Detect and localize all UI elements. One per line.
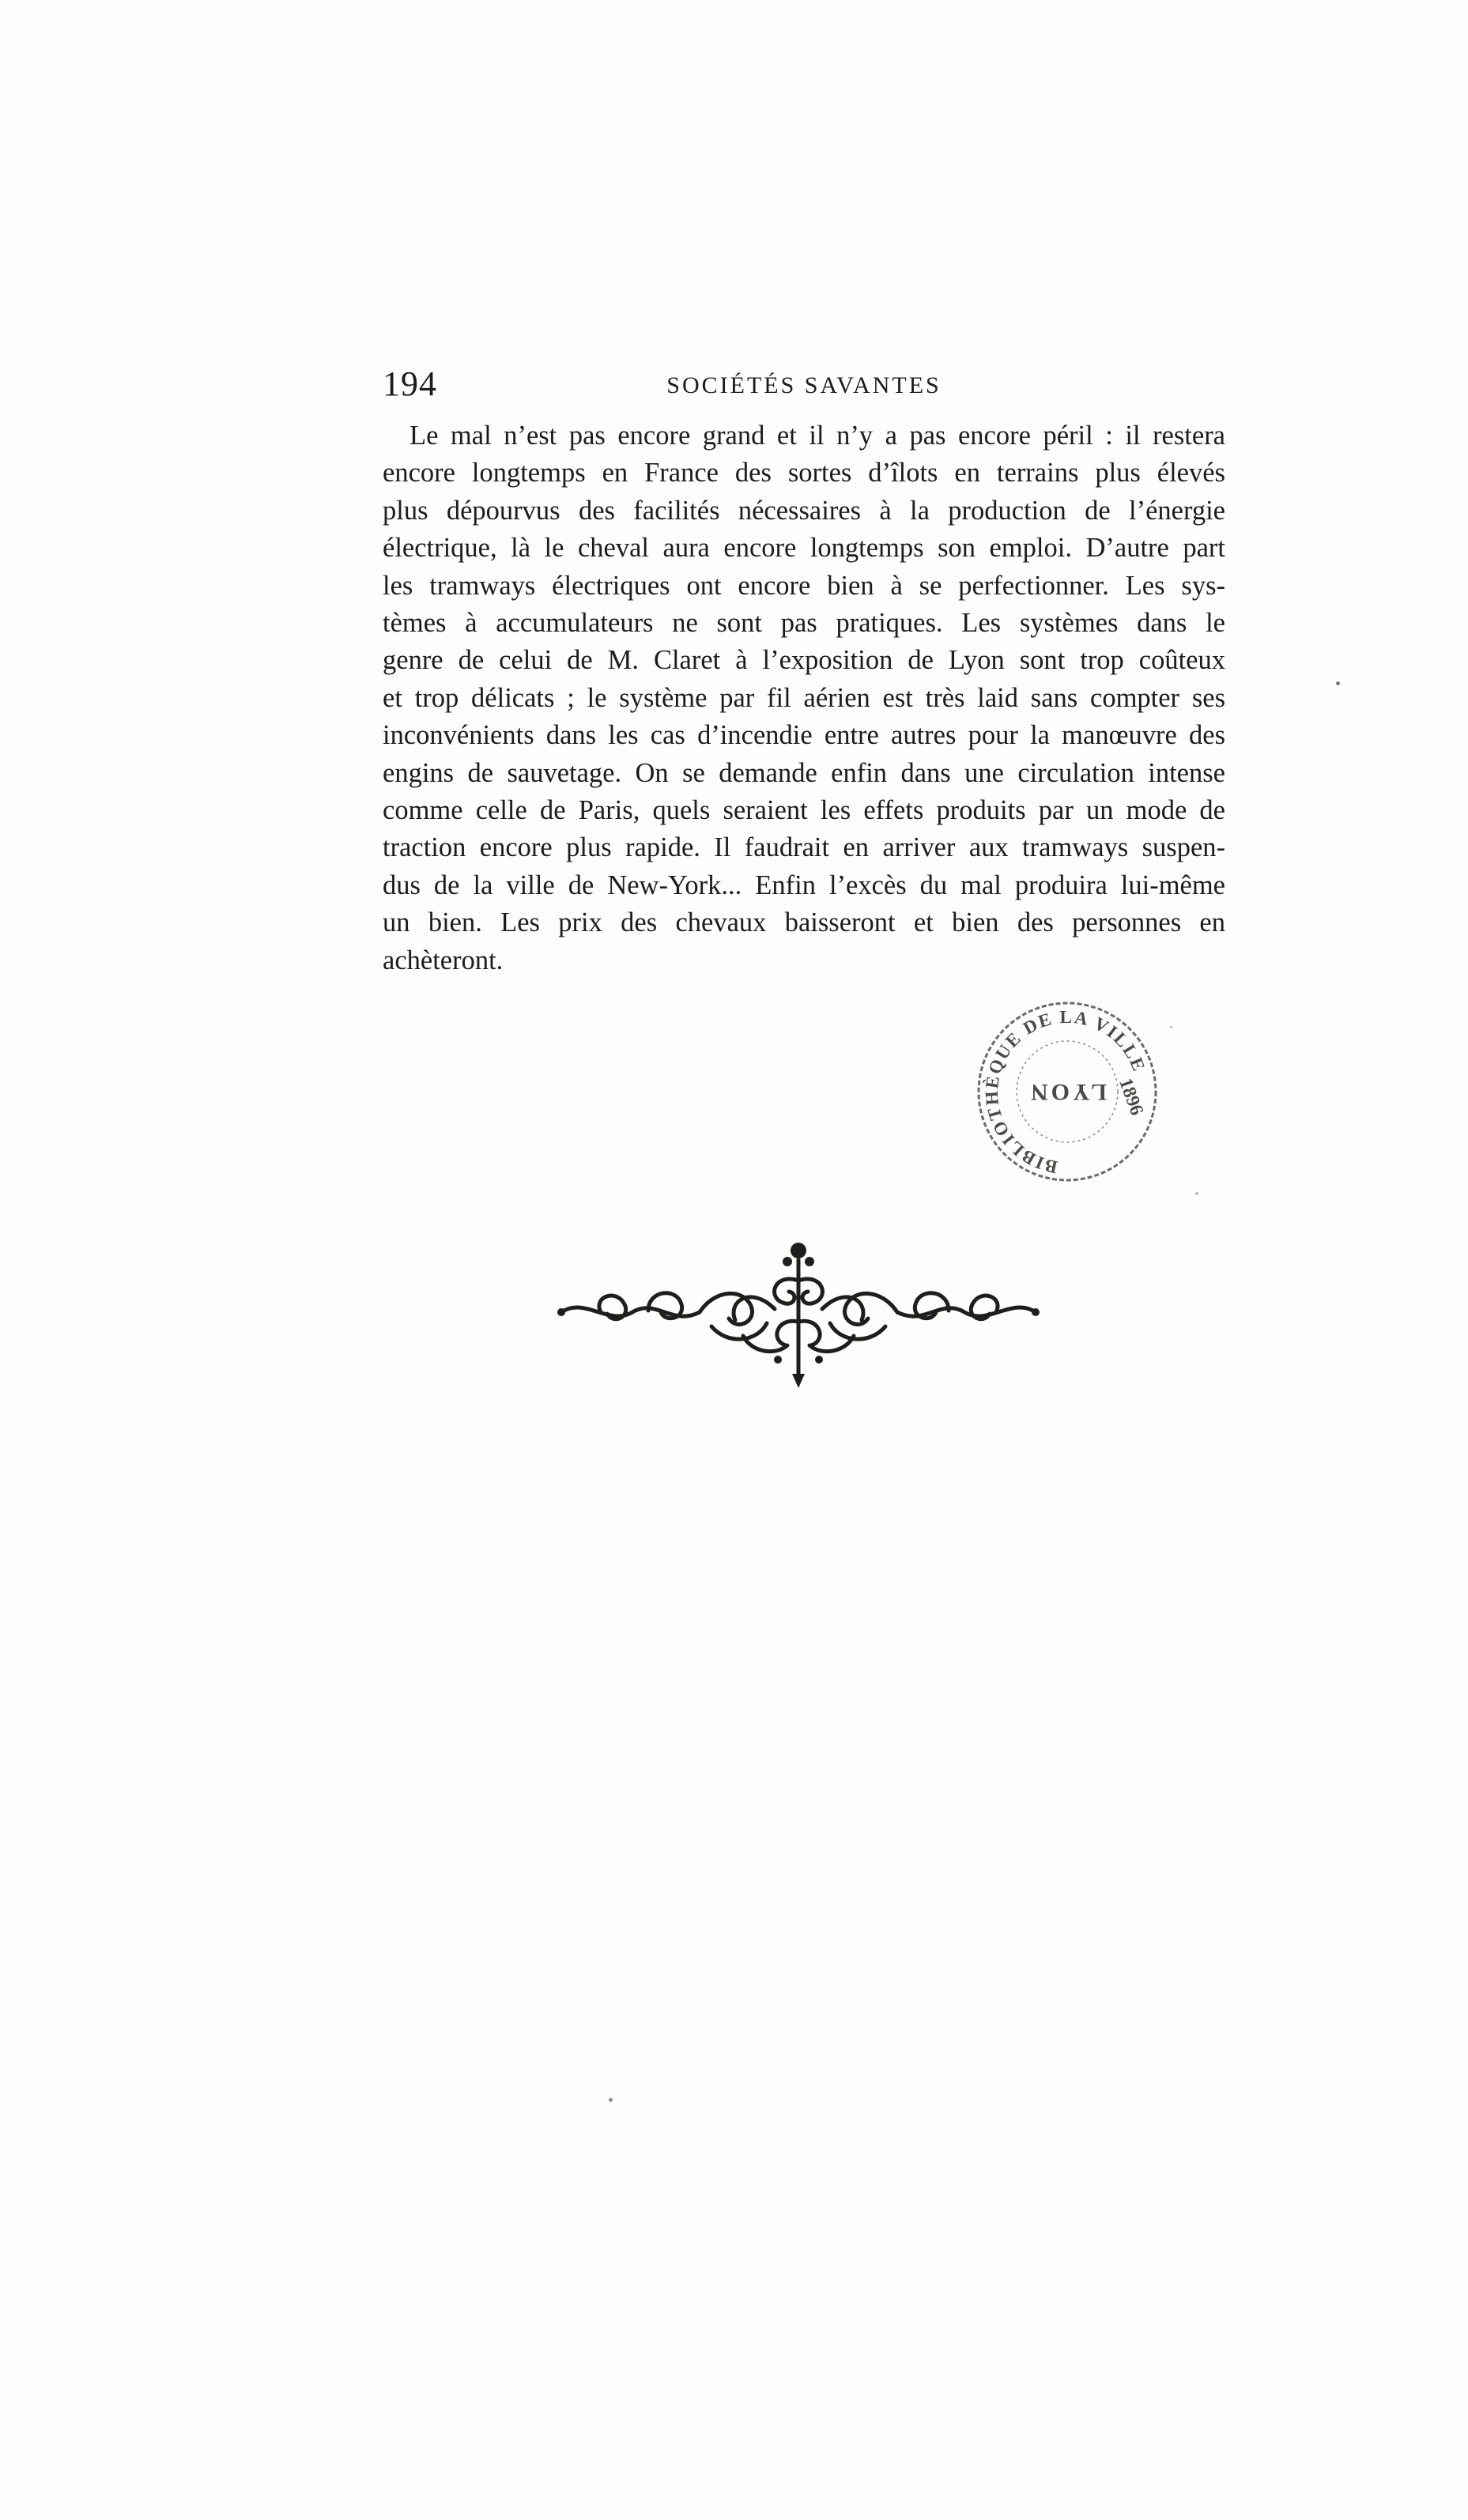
stamp-year: 1896 xyxy=(1115,1075,1148,1119)
scan-speck xyxy=(1170,1026,1172,1028)
scan-speck xyxy=(609,2098,613,2102)
text-line: et trop délicats ; le système par fil aérien est très laid sans compter ses xyxy=(383,682,1225,713)
text-line: traction encore plus rapide. Il faudrait en arriver aux tramways suspen- xyxy=(383,832,1225,863)
text-line: dus de la ville de New-York... Enfin l’excès du mal produira lui-même xyxy=(383,870,1225,900)
text-line: encore longtemps en France des sortes d’îlots en terrains plus élevés xyxy=(383,458,1225,489)
scan-speck xyxy=(1195,1192,1198,1195)
text-line: les tramways électriques ont encore bien à se perfectionner. Les sys- xyxy=(383,570,1225,601)
text-line: genre de celui de M. Claret à l’exposition de Lyon sont trop coûteux xyxy=(383,645,1225,676)
text-line: comme celle de Paris, quels seraient les effets produits par un mode de xyxy=(383,795,1225,826)
running-head: SOCIÉTÉS SAVANTES xyxy=(666,372,942,398)
stamp-city: LYON xyxy=(1028,1079,1107,1105)
text-line: inconvénients dans les cas d’incendie entre autres pour la manœuvre des xyxy=(383,720,1225,751)
library-stamp xyxy=(971,998,1164,1186)
text-line: électrique, là le cheval aura encore longtemps son emploi. D’autre part xyxy=(383,533,1225,564)
stamp-ring-text: BIBLIOTHÈQUE DE LA VILLE xyxy=(981,1006,1149,1178)
text-line: engins de sauvetage. On se demande enfin dans une circulation intense xyxy=(383,757,1225,788)
page-header xyxy=(383,360,1225,408)
text-line: un bien. Les prix des chevaux baisseront et bien des personnes en xyxy=(383,907,1225,938)
text-line: achèteront. xyxy=(383,945,504,975)
text-line: tèmes à accumulateurs ne sont pas pratiques. Les systèmes dans le xyxy=(383,608,1225,639)
body-paragraph xyxy=(383,417,1225,979)
decorative-ornament xyxy=(553,1233,1043,1391)
text-line: plus dépourvus des facilités nécessaires à la production de l’énergie xyxy=(383,495,1225,526)
scan-speck xyxy=(1336,681,1340,685)
text-line: Le mal n’est pas encore grand et il n’y a pas encore péril : il restera xyxy=(409,421,1225,451)
page-number: 194 xyxy=(383,364,437,403)
